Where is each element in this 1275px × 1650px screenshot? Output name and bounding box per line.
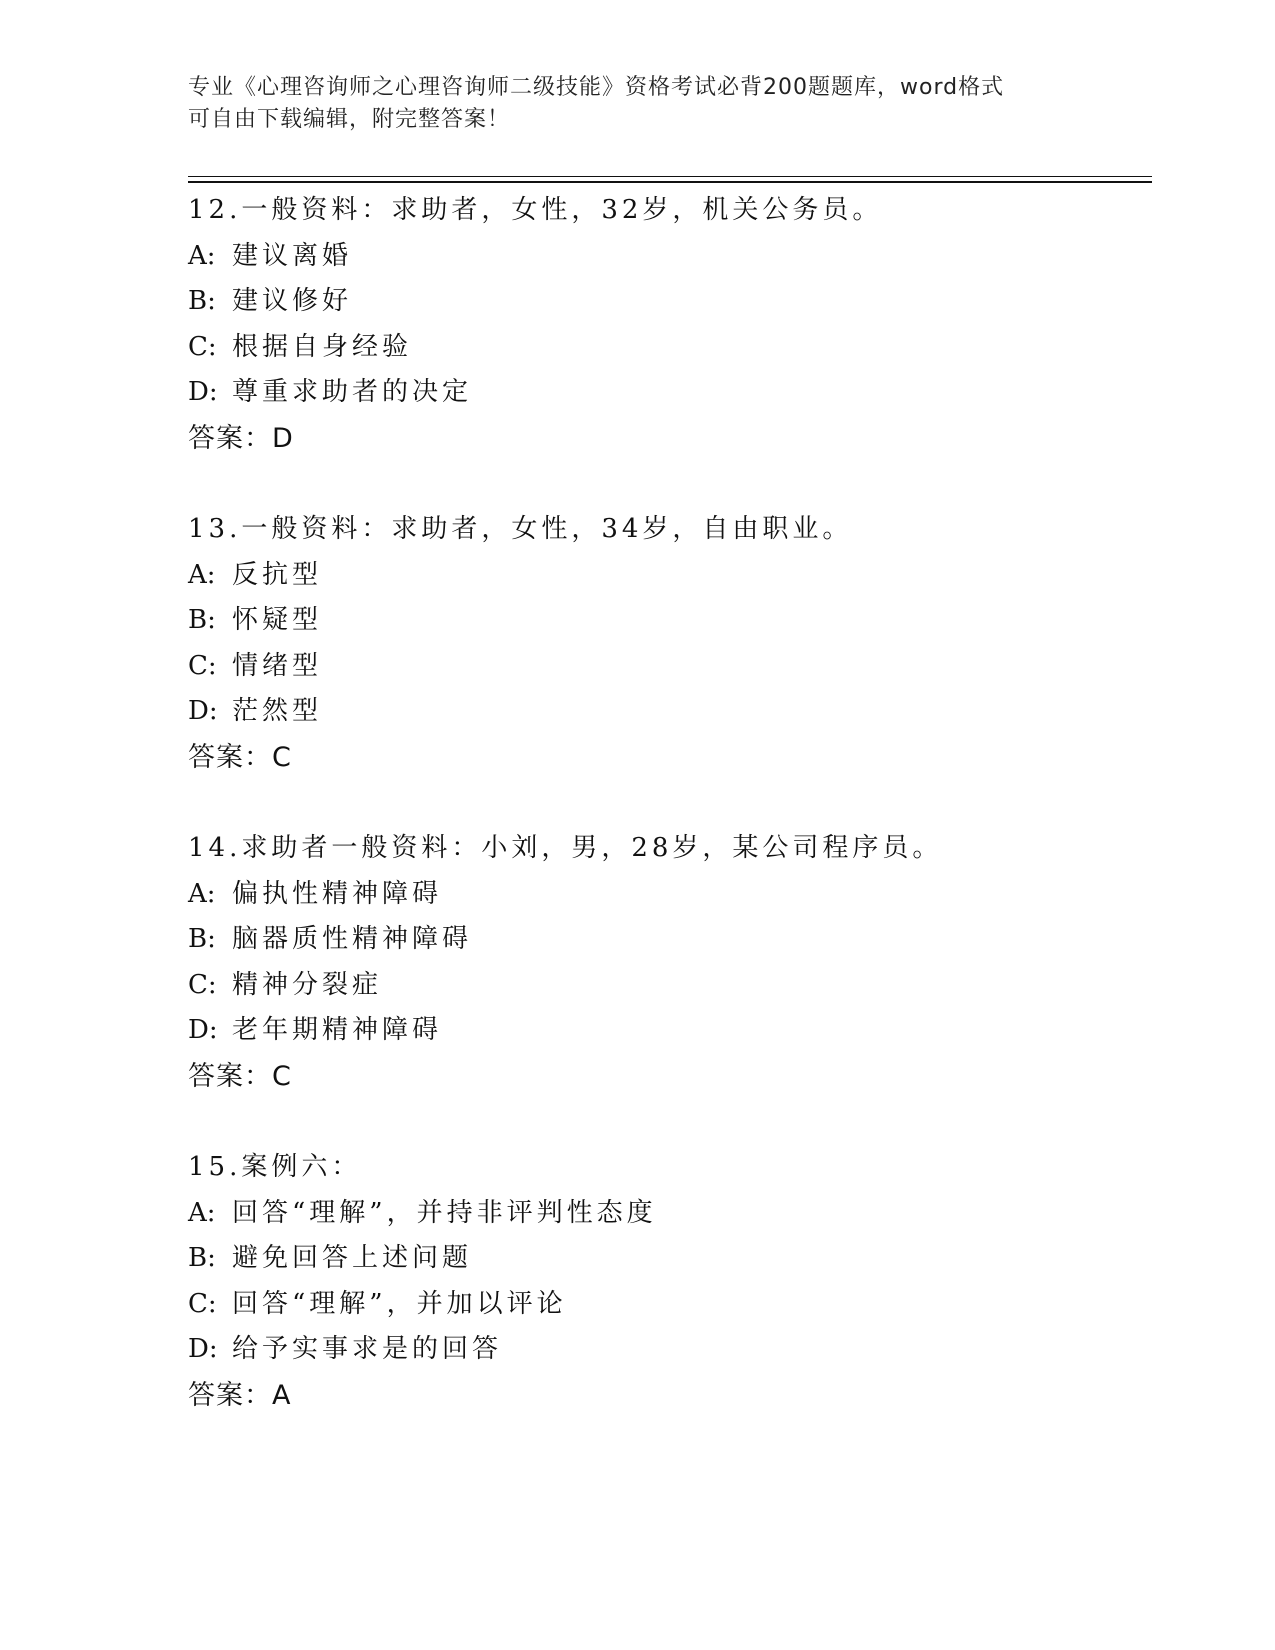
option-text: 尊重求助者的决定 [232, 377, 473, 407]
question-stem: 14.求助者一般资料：小刘，男，28岁，某公司程序员。 [188, 833, 943, 863]
answer-line: 答案：D [188, 422, 294, 454]
option-a [188, 872, 1152, 918]
option-c [188, 644, 1152, 690]
question-stem: 15.案例六： [188, 1152, 362, 1182]
document-header [188, 72, 1088, 136]
option-text: 避免回答上述问题 [232, 1243, 473, 1273]
option-b [188, 598, 1152, 644]
option-text: 偏执性精神障碍 [232, 878, 443, 909]
option-text: 反抗型 [232, 559, 323, 590]
option-d [188, 370, 1152, 416]
option-d [188, 1008, 1152, 1054]
question-12 [188, 188, 1152, 461]
option-text: 建议离婚 [232, 240, 353, 271]
option-text: 建议修好 [232, 286, 353, 316]
header-divider-thin [188, 176, 1152, 177]
option-a [188, 234, 1152, 280]
option-letter: A: [188, 1197, 216, 1228]
question-15 [188, 1145, 1152, 1418]
question-stem: 13.一般资料：求助者，女性，34岁，自由职业。 [188, 514, 853, 544]
option-text: 根据自身经验 [232, 331, 413, 362]
question-14 [188, 826, 1152, 1099]
option-a [188, 553, 1152, 599]
option-b [188, 279, 1152, 325]
option-letter: B: [188, 605, 216, 635]
option-b [188, 917, 1152, 963]
option-text: 回答“理解”，并持非评判性态度 [232, 1197, 657, 1228]
option-letter: D: [188, 1015, 218, 1045]
answer-line: 答案：C [188, 741, 292, 773]
option-b [188, 1236, 1152, 1282]
answer-line: 答案：A [188, 1379, 292, 1411]
option-c [188, 1282, 1152, 1328]
option-text: 情绪型 [232, 650, 323, 681]
option-text: 老年期精神障碍 [232, 1015, 443, 1045]
option-d [188, 1327, 1152, 1373]
option-letter: D: [188, 1334, 218, 1364]
option-letter: B: [188, 924, 216, 954]
option-text: 给予实事求是的回答 [232, 1334, 503, 1364]
option-letter: D: [188, 377, 218, 407]
option-letter: D: [188, 696, 218, 726]
option-letter: C: [188, 969, 217, 1000]
option-c [188, 325, 1152, 371]
option-letter: B: [188, 286, 216, 316]
header-line-2: 可自由下载编辑，附完整答案！ [188, 107, 511, 132]
answer-line: 答案：C [188, 1060, 292, 1092]
option-letter: A: [188, 878, 216, 909]
option-letter: A: [188, 240, 216, 271]
option-letter: A: [188, 559, 216, 590]
option-a [188, 1191, 1152, 1237]
question-stem: 12.一般资料：求助者，女性，32岁，机关公务员。 [188, 195, 883, 225]
option-c [188, 963, 1152, 1009]
option-letter: C: [188, 1288, 217, 1319]
option-d [188, 689, 1152, 735]
option-text: 精神分裂症 [232, 969, 383, 1000]
option-text: 脑器质性精神障碍 [232, 924, 473, 954]
header-divider-thick [188, 181, 1152, 183]
option-text: 回答“理解”，并加以评论 [232, 1288, 567, 1319]
option-letter: C: [188, 650, 217, 681]
question-13 [188, 507, 1152, 780]
option-letter: B: [188, 1243, 216, 1273]
header-line-1: 专业《心理咨询师之心理咨询师二级技能》资格考试必背200题题库，word格式 [188, 75, 1005, 100]
option-letter: C: [188, 331, 217, 362]
question-list [188, 188, 1152, 1464]
option-text: 茫然型 [232, 696, 323, 726]
option-text: 怀疑型 [232, 605, 323, 635]
